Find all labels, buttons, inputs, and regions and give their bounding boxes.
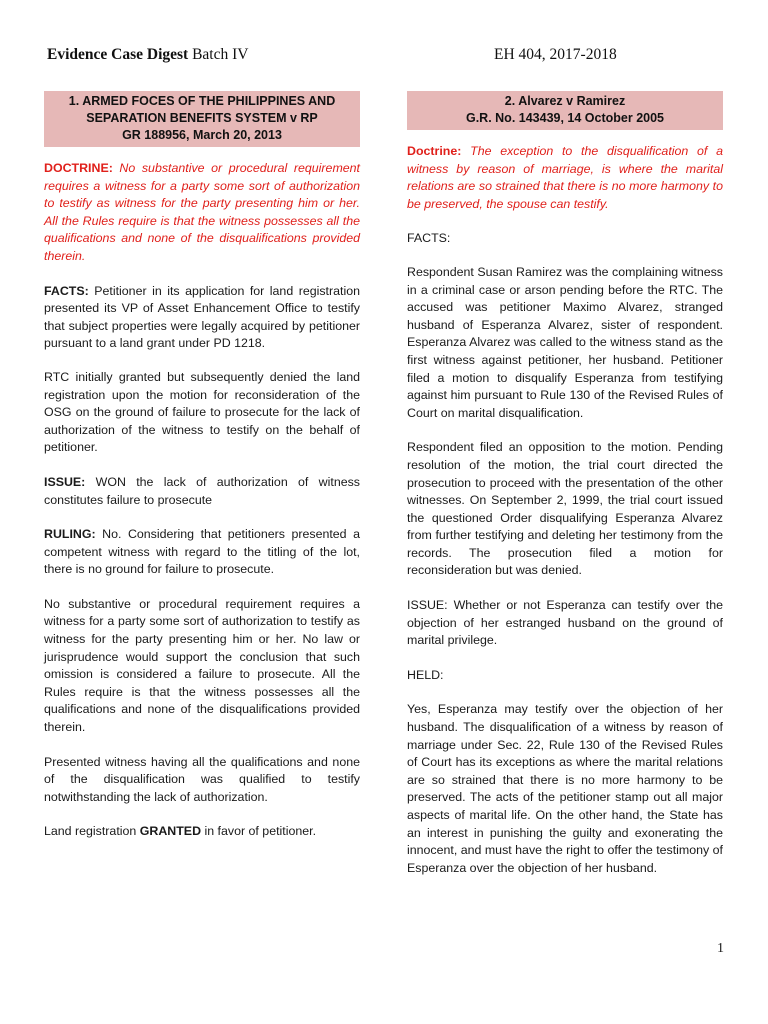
- case-2-issue-text: Whether or not Esperanza can testify over the objection of her estranged husband on the ground of marital privilege.: [407, 598, 723, 648]
- case-1-doctrine-label: DOCTRINE:: [44, 161, 113, 175]
- case-1-issue: [44, 474, 360, 509]
- case-1-doctrine-text: No substantive or procedural requirement requires a witness for a party some sort of authorization to testify as witness for the party presenting him or her. All the Rules require is that the witness possesses all the qualifications and none of the disqualifications provided therein.: [44, 161, 360, 263]
- case-1-ruling: [44, 526, 360, 579]
- case-1-ruling-2: No substantive or procedural requirement requires a witness for a party some sort of authorization to testify as witness for the party presenting him or her. No law or jurisprudence would support the conclusion that such omission is considered a failure to prosecute. All the Rules require is that the witness possesses all the qualifications and none of the disqualifications provided therein.: [44, 596, 360, 735]
- case-1-title-line-2: SEPARATION BENEFITS SYSTEM v RP: [86, 111, 318, 125]
- case-1-disposition-post: in favor of petitioner.: [201, 824, 317, 839]
- header-course-title: [47, 46, 248, 64]
- header-title-batch: Batch IV: [188, 46, 249, 63]
- case-2-title-line-2: G.R. No. 143439, 14 October 2005: [465, 111, 665, 125]
- case-1-disposition-pre: Land registration: [44, 824, 140, 839]
- header-course-code: EH 404, 2017-2018: [494, 46, 617, 63]
- case-1-title-line-1: 1. ARMED FOCES OF THE PHILIPPINES AND: [68, 94, 336, 108]
- case-1-title-line-3: GR 188956, March 20, 2013: [122, 128, 282, 142]
- header-title-bold: Evidence Case Digest: [47, 46, 189, 63]
- case-2-title-box: [407, 91, 723, 130]
- case-1-facts: [44, 283, 360, 353]
- case-2-issue: [407, 597, 723, 650]
- case-2-held: Yes, Esperanza may testify over the objection of her husband. The disqualification of a witness by reason of marriage under Sec. 22, Rule 130 of the Revised Rules of Court has its exceptions as where the marital relations are so strained that there is no more harmony to be preserved. The acts of the petitioner stamp out all major aspects of marital life. On the other hand, the State has an interest in punishing the guilty and exonerating the innocent, and must have the right to offer the testimony of Esperanza over the objection of her husband.: [407, 702, 723, 875]
- case-1-facts-text: Petitioner in its application for land registration presented its VP of Asset Enhancement Office to testify that subject properties were legally acquired by petitioner pursuant to a land grant under PD 1218.: [44, 283, 360, 351]
- case-1-facts-label: FACTS:: [44, 283, 89, 298]
- case-2-facts: Respondent Susan Ramirez was the complaining witness in a criminal case or arson pending before the RTC. The accused was petitioner Maximo Alvarez, stranged husband of Esperanza Alvarez, sister of respondent. Esperanza Alvarez was called to the witness stand as the first witness against petitioner, her husband. Petitioner filed a motion to disqualify Esperanza from testifying against him pursuant to Rule 130 of the Revised Rules of Court on marital disqualification.: [407, 264, 723, 420]
- case-1-ruling-3: Presented witness having all the qualifications and none of the disqualification was qualified to testify notwithstanding the lack of authorization.: [44, 754, 360, 804]
- case-2-facts-2: Respondent filed an opposition to the motion. Pending resolution of the motion, the trial court directed the prosecution to proceed with the presentation of the other witnesses. On September 2, 1999, the trial court issued the questioned Order disqualifying Esperanza Alvarez from further testifying and deleting her testimony from the records. The prosecution filed a motion for reconsideration but was denied.: [407, 440, 723, 578]
- case-1-disposition: [44, 823, 360, 841]
- case-2-held-label: HELD:: [407, 667, 444, 682]
- case-2-issue-label: ISSUE:: [407, 598, 448, 613]
- case-1-title-box: [44, 91, 360, 147]
- case-1-disposition-granted: GRANTED: [139, 824, 202, 839]
- case-1-ruling-text: No. Considering that petitioners presented a competent witness with regard to the titling of the lot, there is no ground for failure to prosecute.: [44, 527, 360, 577]
- case-1-issue-label: ISSUE:: [44, 474, 86, 489]
- case-1-issue-text: WON the lack of authorization of witness constitutes failure to prosecute: [44, 474, 360, 507]
- case-2-column: [407, 91, 723, 877]
- case-1-facts-2: RTC initially granted but subsequently denied the land registration upon the motion for reconsideration of the OSG on the ground of failure to prosecute for the lack of authorization of the witness to testify on the behalf of petitioner.: [44, 369, 360, 455]
- case-2-doctrine: [407, 143, 723, 213]
- case-2-doctrine-label: Doctrine:: [407, 144, 462, 158]
- case-2-facts-label: FACTS:: [407, 231, 451, 246]
- case-1-doctrine: [44, 160, 360, 266]
- case-2-title-line-1: 2. Alvarez v Ramirez: [504, 94, 626, 108]
- page-number: 1: [717, 941, 724, 956]
- case-1-ruling-label: RULING:: [44, 527, 96, 542]
- case-2-doctrine-text: The exception to the disqualification of a witness by reason of marriage, is where the marital relations are so strained that there is no more harmony to be preserved, the spouse can testify.: [407, 144, 723, 211]
- case-1-column: [44, 91, 360, 841]
